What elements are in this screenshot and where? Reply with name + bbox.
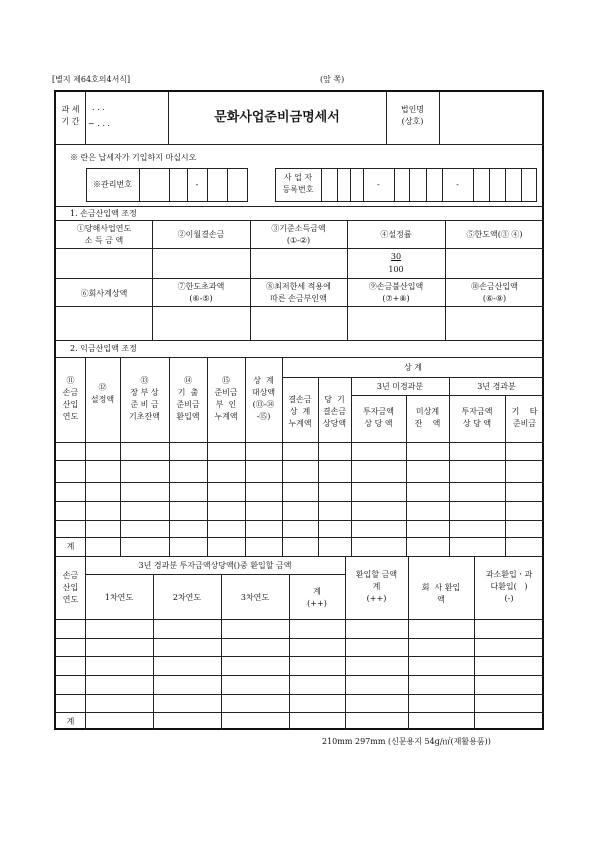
s1-col7: ⑦한도초과액 (⑥-⑤) [177,282,225,303]
s2-under3-remain: 미상계 잔 액 [414,407,441,428]
s1-col4: ④설정률 [380,230,412,239]
s2-offset-head: 상 계 [404,363,422,372]
s2-over3-head: 3년 경과분 [477,382,516,391]
s1-col8: ⑧최저한세 적용에 따른 손금부인액 [266,282,331,303]
s1-col9: ⑨손금불산입액 (⑦+⑧) [368,282,424,303]
s2-deficit-cumulative: 결손금 상 계 누계액 [288,395,312,428]
section1-title: 1. 손금산입액 조정 [70,209,137,218]
rate-numerator: 30 [390,252,402,261]
s2-col11: ⑪ 손금 산입 연도 [62,376,79,421]
notice-text: ※ 란은 납세자가 기입하지 마십시오 [70,153,197,162]
tax-period-from[interactable]: . . . [92,103,105,112]
s3-year-1: 1차연도 [104,593,134,602]
s1-col5: ⑤한도액(③ ④) [466,230,523,239]
s1-col3: ③기준소득금액 (①-②) [271,224,326,245]
s2-col-offset-target: 상 계 대상액 (⑬-⑭ -⑮) [251,376,276,421]
s3-return-amount: 환입할 금액 계 (++) [355,570,398,603]
s3-year-3: 3차연도 [240,593,270,602]
page-side-label: (앞 쪽) [320,75,345,84]
s2-over3-other: 기 타 준비금 [511,407,538,428]
s3-company-return: 회 사 환입 액 [421,583,461,604]
s3-year-2: 2차연도 [172,593,202,602]
form-number: [별지 제64호의4서식] [52,75,131,84]
s2-under3-head: 3년 미경과분 [376,382,424,391]
corp-name-field[interactable] [440,93,543,143]
s3-year-label: 손금 산입 연도 [62,571,79,604]
s1-col2: ②이월결손금 [177,230,225,239]
s1-col10: ⑩손금산입액 (⑥-⑨) [471,282,518,303]
statement-form [54,90,544,730]
s1-col6: ⑥회사계상액 [80,289,128,298]
s2-col12: ⑫ 설정액 [90,383,115,404]
s3-excess-return: 과소환입ㆍ과 다환입( ) (-) [485,570,533,603]
tax-period-label: 과 세 기 간 [61,105,80,126]
paper-spec-footer: 210mm 297mm (신문용지 54g/㎡(재활용품)) [322,737,491,746]
s2-col14: ⑭ 기 출 준비금 환입액 [176,376,200,421]
s3-sum-label: 계 [66,717,75,726]
s2-current-deficit: 당 기 결손금 상당액 [322,395,347,428]
tax-period-to[interactable]: ~ . . . [88,119,110,128]
rate-denominator: 100 [388,265,404,274]
corp-name-label: 법인명 (상호) [400,105,425,126]
biz-dash-2: - [456,180,459,189]
s3-total: 계 (++) [307,587,327,608]
business-reg-label: 사 업 자 등록번호 [282,173,314,194]
biz-dash-1: - [377,180,380,189]
s2-col13: ⑬ 장 부 상 준 비 금 기초잔액 [129,376,160,421]
section2-title: 2. 익금산입액 조정 [70,344,137,353]
s2-sum-label: 계 [66,542,75,551]
s3-head: 3년 경과분 투자금액상당액()중 환입할 금액 [138,561,292,570]
management-number-label: ※관리번호 [93,180,132,189]
s1-col1: ①당해사업연도 소 득 금 액 [76,224,132,245]
s2-under3-invest: 투자금액 상 당 액 [363,407,394,428]
s2-col15: ⑮ 준비금 부 인 누계액 [214,376,238,421]
s2-over3-invest: 투자금액 상 당 액 [461,407,493,428]
mgmt-dash: - [195,180,199,189]
form-title: 문화사업준비금명세서 [214,110,340,125]
